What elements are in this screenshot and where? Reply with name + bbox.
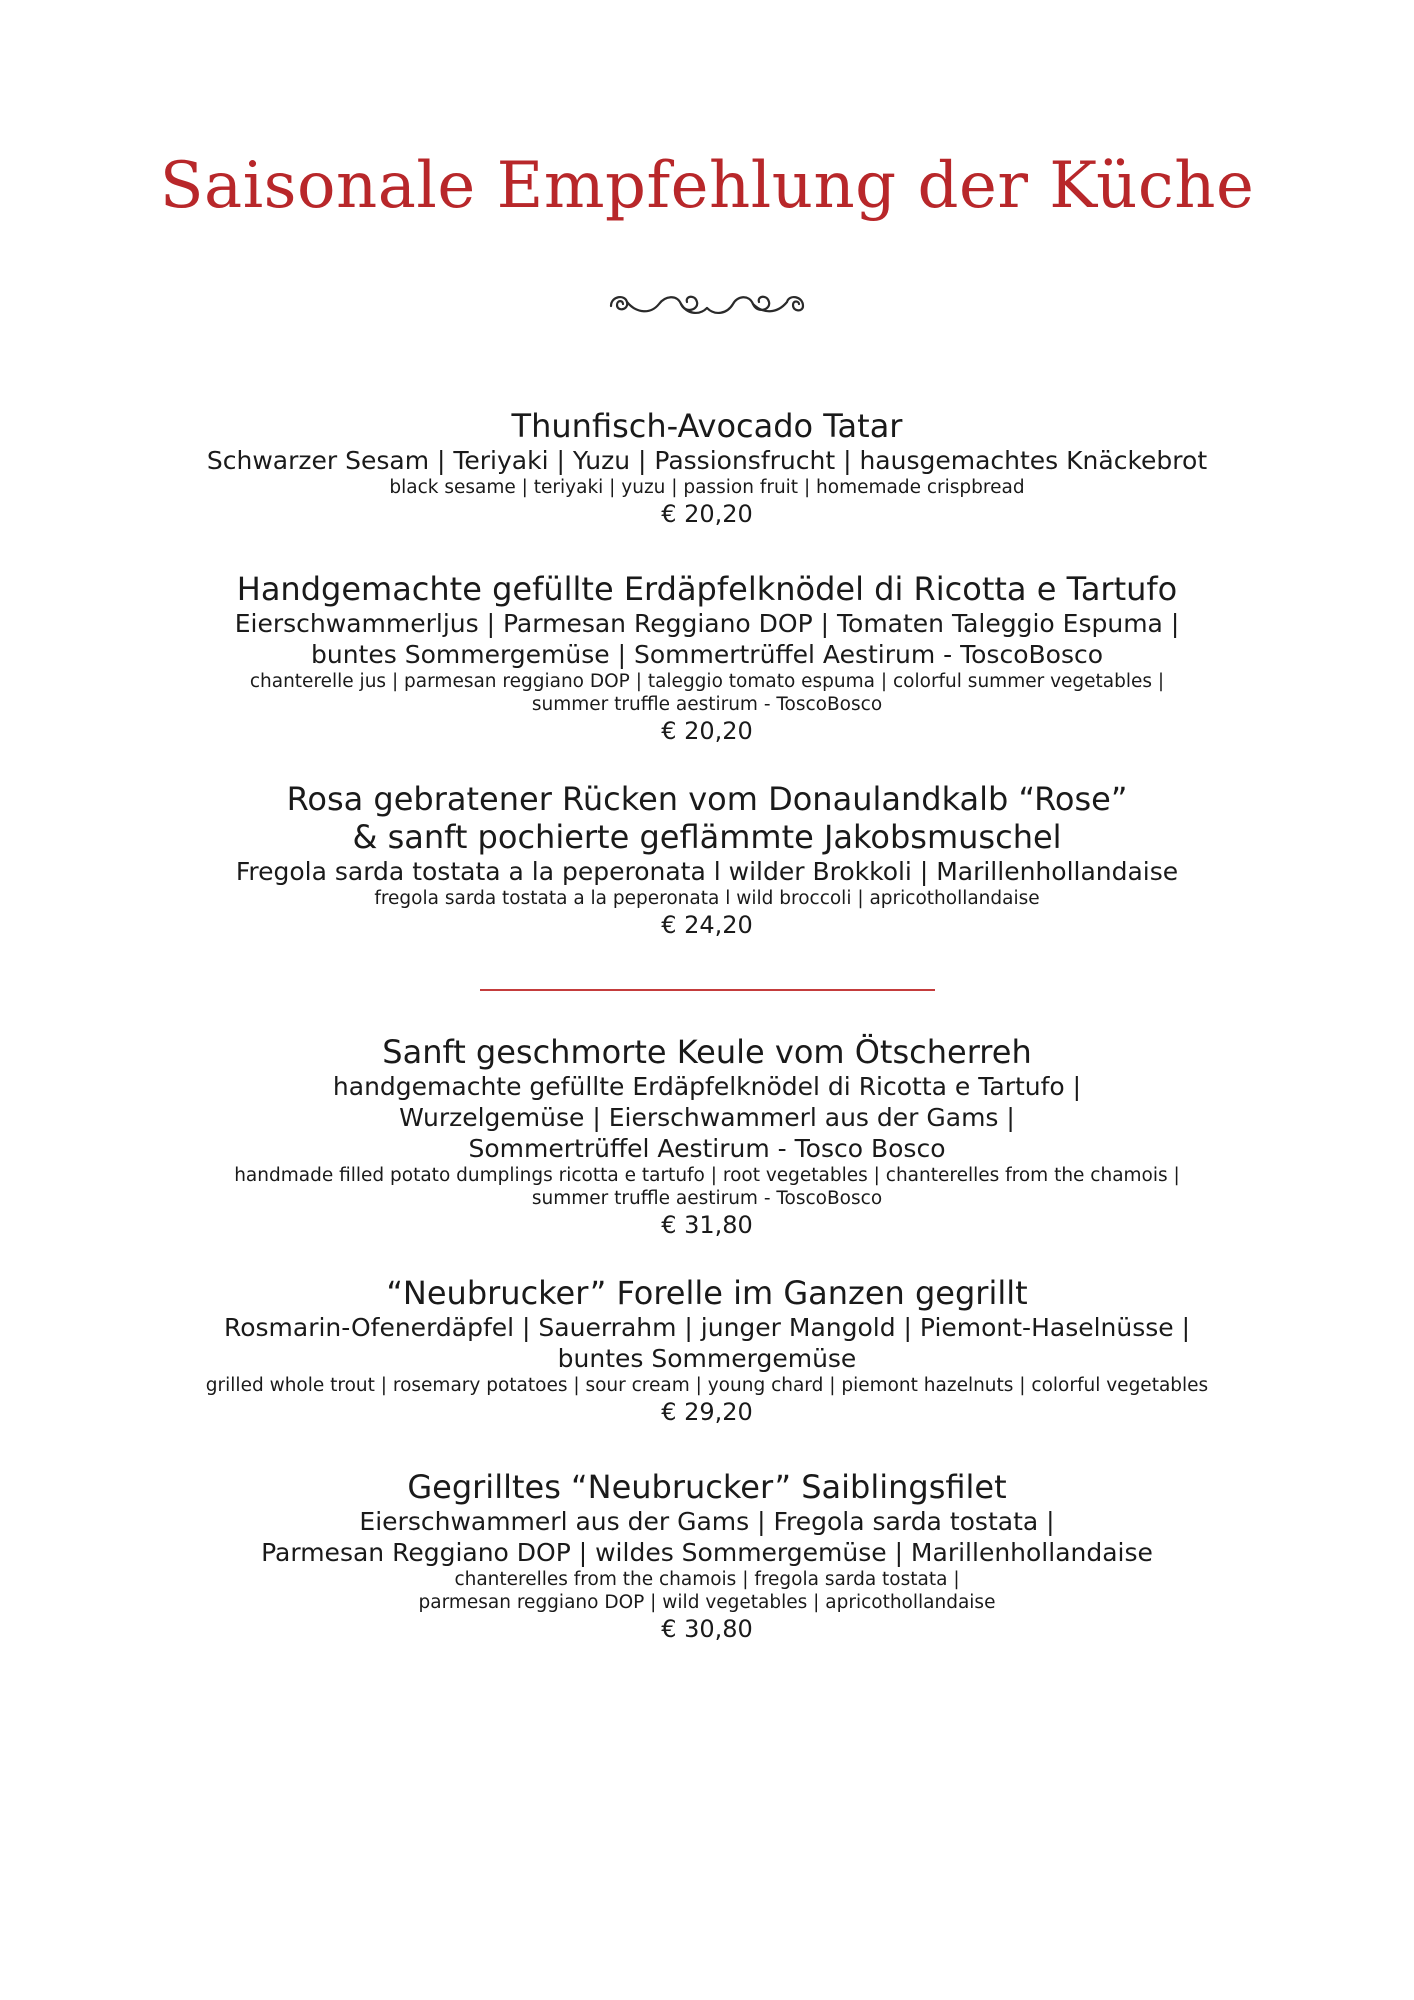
dish-price: € 31,80 <box>661 1211 753 1239</box>
dish-name: Rosa gebratener Rücken vom Donaulandkalb “Rose” <box>286 780 1128 818</box>
dish-price: € 24,20 <box>661 911 753 939</box>
dish-name: Gegrilltes “Neubrucker” Saiblingsfilet <box>407 1468 1007 1506</box>
menu-item <box>120 570 1294 746</box>
dish-description-english: grilled whole trout | rosemary potatoes | sour cream | young chard | piemont hazelnuts | colorful vegetables <box>205 1375 1209 1396</box>
dish-description-english: chanterelle jus | parmesan reggiano DOP | taleggio tomato espuma | colorful summer vegetables | <box>249 671 1165 692</box>
dish-description-english: fregola sarda tostata a la peperonata l wild broccoli | apricothollandaise <box>374 888 1040 909</box>
dish-description-german: handgemachte gefüllte Erdäpfelknödel di Ricotta e Tartufo | <box>332 1072 1082 1101</box>
dish-description-english: parmesan reggiano DOP | wild vegetables | apricothollandaise <box>418 1592 996 1613</box>
dish-description-german: buntes Sommergemüse | Sommertrüffel Aestirum - ToscoBosco <box>310 640 1104 669</box>
dish-description-german: Sommertrüffel Aestirum - Tosco Bosco <box>468 1134 946 1163</box>
menu-item <box>120 407 1294 529</box>
dish-description-german: buntes Sommergemüse <box>557 1344 857 1373</box>
dish-description-german: Parmesan Reggiano DOP | wildes Sommergemüse | Marillenhollandaise <box>261 1538 1153 1567</box>
dish-price: € 29,20 <box>661 1398 753 1426</box>
dish-name: Sanft geschmorte Keule vom Ötscherreh <box>382 1033 1032 1071</box>
dish-price: € 20,20 <box>661 717 753 745</box>
dish-name: “Neubrucker” Forelle im Ganzen gegrillt <box>386 1274 1028 1312</box>
dish-price: € 30,80 <box>661 1615 753 1643</box>
dish-price: € 20,20 <box>661 500 753 528</box>
dish-description-english: handmade filled potato dumplings ricotta e tartufo | root vegetables | chanterelles from the chamois | <box>234 1165 1180 1186</box>
dish-description-german: Eierschwammerl aus der Gams | Fregola sarda tostata | <box>359 1507 1055 1536</box>
dish-description-german: Eierschwammerljus | Parmesan Reggiano DOP | Tomaten Taleggio Espuma | <box>234 609 1180 638</box>
menu-item <box>120 1468 1294 1644</box>
dish-name: & sanft pochierte geflämmte Jakobsmuschel <box>352 818 1062 856</box>
section-divider <box>480 989 935 991</box>
dish-description-german: Schwarzer Sesam | Teriyaki | Yuzu | Passionsfrucht | hausgemachtes Knäckebrot <box>206 446 1208 475</box>
dish-description-german: Rosmarin-Ofenerdäpfel | Sauerrahm | junger Mangold | Piemont-Haselnüsse | <box>223 1313 1191 1342</box>
dish-description-english: chanterelles from the chamois | fregola sarda tostata | <box>454 1569 960 1590</box>
dish-description-german: Wurzelgemüse | Eierschwammerl aus der Gams | <box>399 1103 1015 1132</box>
menu-item <box>120 1033 1294 1240</box>
dish-name: Handgemachte gefüllte Erdäpfelknödel di Ricotta e Tartufo <box>236 570 1178 608</box>
page-title: Saisonale Empfehlung der Küche <box>159 149 1255 223</box>
swirl-ornament-icon <box>607 280 807 324</box>
dish-description-english: black sesame | teriyaki | yuzu | passion fruit | homemade crispbread <box>389 477 1025 498</box>
dish-description-english: summer truffle aestirum - ToscoBosco <box>531 1188 883 1209</box>
dish-description-german: Fregola sarda tostata a la peperonata l wilder Brokkoli | Marillenhollandaise <box>235 857 1179 886</box>
menu-item <box>120 780 1294 940</box>
menu-item <box>120 1274 1294 1427</box>
dish-name: Thunfisch-Avocado Tatar <box>511 407 903 445</box>
dish-description-english: summer truffle aestirum - ToscoBosco <box>531 694 883 715</box>
